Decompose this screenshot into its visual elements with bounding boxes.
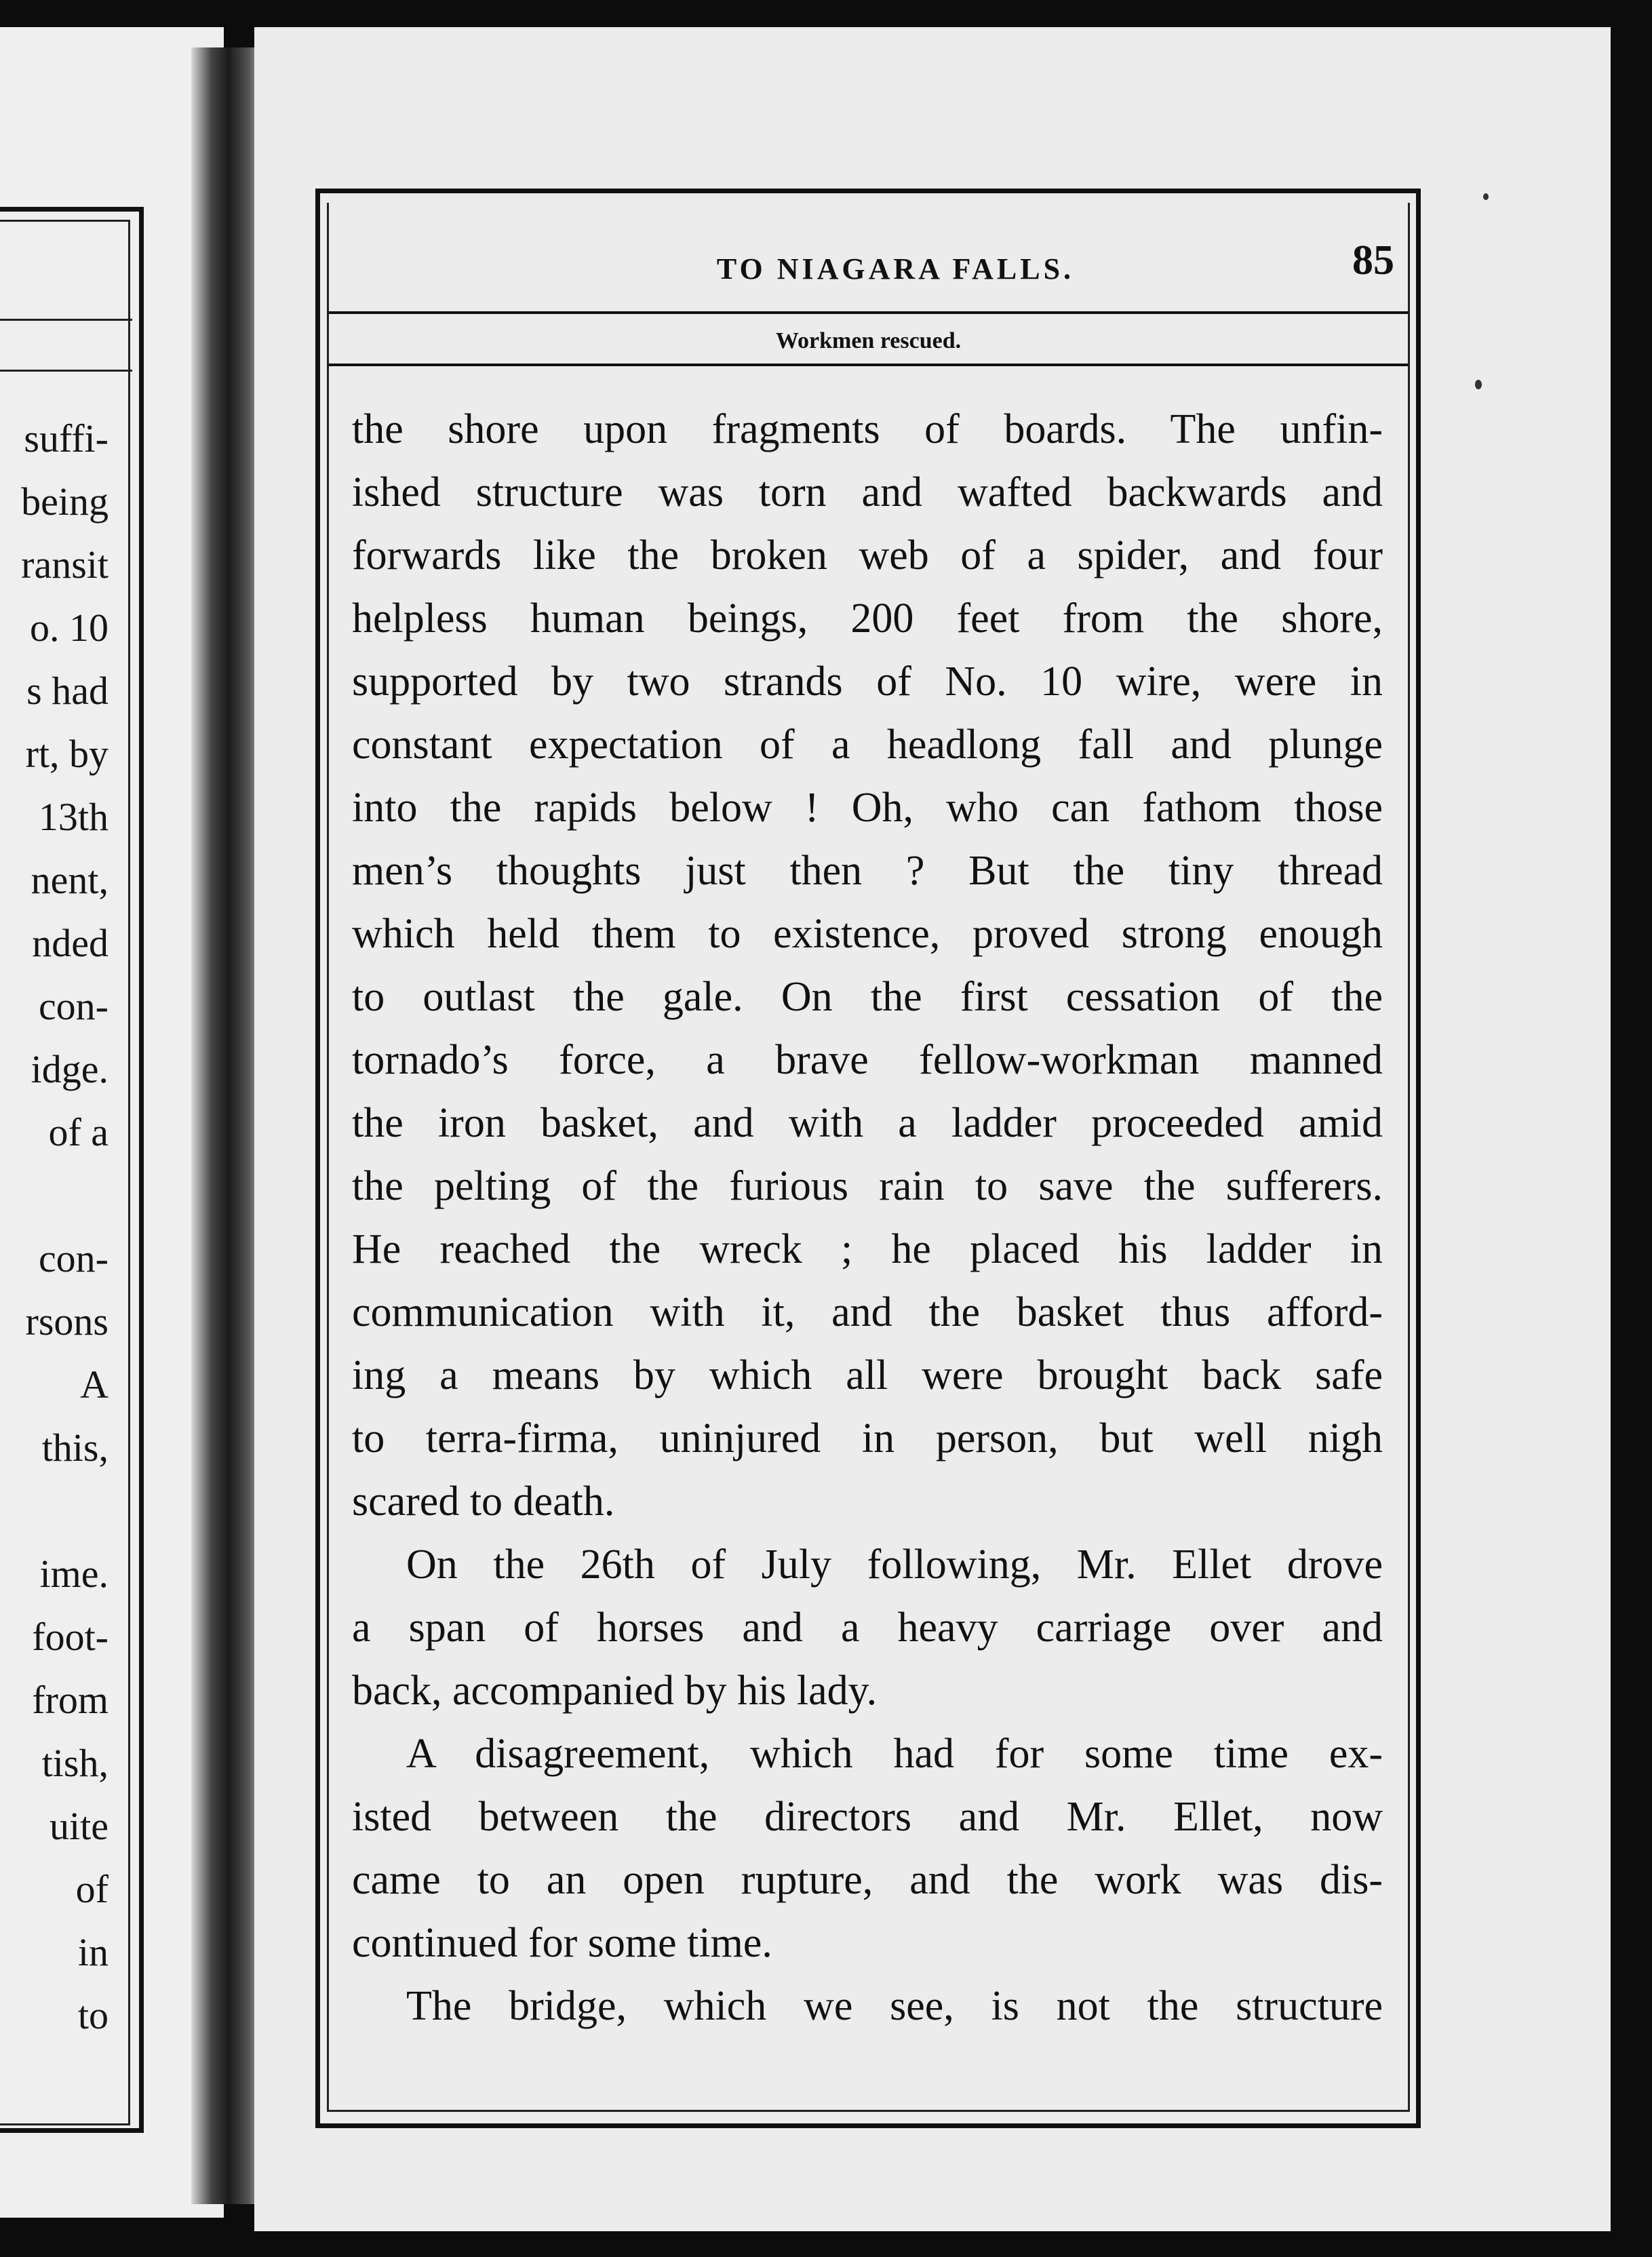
left-text-line: o. 10 [30, 606, 109, 650]
left-text-line: s had [26, 669, 109, 713]
left-text-line: ime. [39, 1552, 109, 1596]
text-line: the pelting of the furious rain to save the sufferers. [352, 1163, 1383, 1209]
left-text-line: of a [48, 1110, 109, 1154]
text-line: men’s thoughts just then ? But the tiny thread [352, 848, 1383, 894]
left-text-line: ransit [21, 543, 109, 587]
page-inner-border [327, 203, 1410, 2112]
text-line: the shore upon fragments of boards. The unfin- [352, 406, 1383, 452]
paragraph-start-line: The bridge, which we see, is not the structure [406, 1983, 1383, 2029]
left-text-line: A [80, 1362, 109, 1407]
text-line: supported by two strands of No. 10 wire, were in [352, 659, 1383, 705]
text-line: ished structure was torn and wafted backwards and [352, 469, 1383, 515]
text-line: tornado’s force, a brave fellow-workman manned [352, 1037, 1383, 1083]
left-text-line: to [77, 1993, 109, 2037]
left-text-line: in [77, 1930, 109, 1974]
left-text-line: rt, by [25, 732, 109, 776]
text-line: a span of horses and a heavy carriage over and [352, 1605, 1383, 1651]
text-line: the iron basket, and with a ladder proceeded amid [352, 1100, 1383, 1146]
header-rule [329, 311, 1408, 314]
right-page [254, 27, 1611, 2231]
body-text [352, 398, 1383, 2038]
left-text-line: con- [38, 1236, 109, 1280]
page-header [329, 203, 1408, 305]
left-text-line: nent, [31, 858, 109, 902]
left-text-line: this, [41, 1426, 109, 1470]
left-text-line: rsons [25, 1299, 109, 1343]
page-number: 85 [1352, 237, 1394, 283]
section-subhead: Workmen rescued. [775, 328, 962, 353]
left-header-rule [0, 319, 132, 321]
paragraph-end-line: scared to death. [352, 1478, 615, 1525]
left-text-line: from [32, 1678, 109, 1722]
paper-speck [1475, 380, 1482, 389]
left-text-line [0, 1164, 109, 1227]
book-gutter [191, 47, 259, 2204]
text-line: forwards like the broken web of a spider, and four [352, 532, 1383, 578]
left-text-line: 13th [38, 795, 109, 839]
text-line: communication with it, and the basket thus afford- [352, 1289, 1383, 1335]
left-text-line [0, 1479, 109, 1542]
left-text-line: suffi- [24, 416, 109, 460]
text-line: ing a means by which all were brought back safe [352, 1352, 1383, 1398]
text-line: into the rapids below ! Oh, who can fathom those [352, 785, 1383, 831]
left-text-line: nded [32, 921, 109, 965]
running-head: TO NIAGARA FALLS. [716, 252, 1075, 286]
text-line: constant expectation of a headlong fall and plunge [352, 722, 1383, 768]
paragraph-end-line: back, accompanied by his lady. [352, 1668, 878, 1714]
text-line: which held them to existence, proved strong enough [352, 911, 1383, 957]
text-line: to outlast the gale. On the first cessation of the [352, 974, 1383, 1020]
paragraph-end-line: continued for some time. [352, 1920, 772, 1966]
left-text-line: of [75, 1867, 109, 1911]
text-line: came to an open rupture, and the work was dis- [352, 1857, 1383, 1903]
text-line: He reached the wreck ; he placed his ladder in [352, 1226, 1383, 1272]
page-border [315, 189, 1421, 2128]
paragraph-start-line: A disagreement, which had for some time ex- [406, 1731, 1383, 1777]
left-text-line: idge. [31, 1047, 109, 1091]
left-subhead-rule [0, 370, 132, 372]
left-text-line: con- [38, 984, 109, 1028]
left-text-line: foot- [32, 1615, 109, 1659]
subhead-rule [329, 364, 1408, 366]
left-text-line: being [21, 479, 109, 524]
left-text-line: uite [50, 1804, 109, 1848]
text-line: isted between the directors and Mr. Ellet, now [352, 1794, 1383, 1840]
paper-speck [1483, 193, 1489, 200]
text-line: helpless human beings, 200 feet from the shore, [352, 595, 1383, 642]
text-line: to terra-firma, uninjured in person, but well nigh [352, 1415, 1383, 1461]
left-text-line: tish, [41, 1741, 109, 1785]
left-facing-page [0, 27, 224, 2218]
left-page-text [0, 407, 109, 2047]
paragraph-start-line: On the 26th of July following, Mr. Ellet drove [406, 1542, 1383, 1588]
